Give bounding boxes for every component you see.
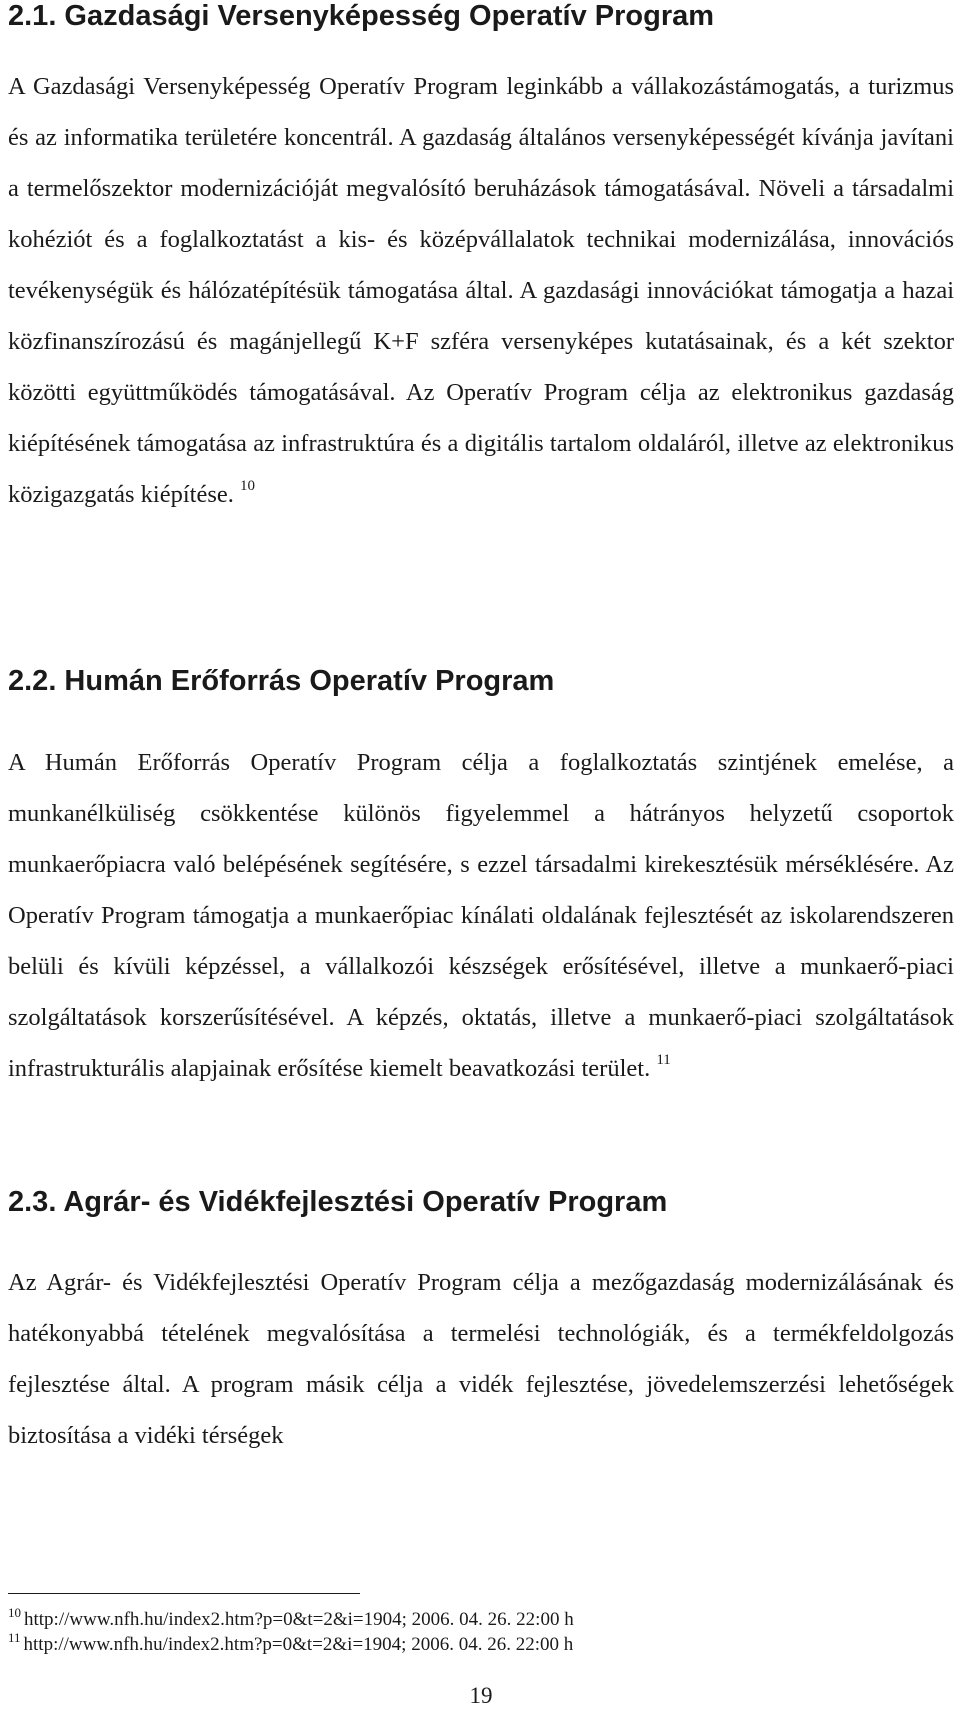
section-heading-2-2: 2.2. Humán Erőforrás Operatív Program [8,665,555,697]
section-heading-2-3: 2.3. Agrár- és Vidékfejlesztési Operatív Program [8,1186,668,1218]
paragraph-text: Az Agrár- és Vidékfejlesztési Operatív Program célja a mezőgazdaság modernizálásának és hatékonyabbá tételének megvalósítása a termelési technológiák, és a termékfeldolgozás fejlesztése által. A program másik célja a vidék fejlesztése, jövedelemszerzési lehetőségek biztosítása a vidéki térségek [8,1269,954,1449]
section-paragraph-2-3 [8,1257,954,1461]
section-paragraph-2-1 [8,61,954,520]
footnote-separator [8,1593,360,1594]
footnote-number: 10 [8,1605,21,1620]
paragraph-text: A Humán Erőforrás Operatív Program célja a foglalkoztatás szintjének emelése, a munkanélküliség csökkentése különös figyelemmel a hátrányos helyzetű csoportok munkaerőpiacra való belépésének segítésére, s ezzel társadalmi kirekesztésük mérséklésére. Az Operatív Program támogatja a munkaerőpiac kínálati oldalának fejlesztését az iskolarendszeren belüli és kívüli képzéssel, a vállalkozói készségek erősítésével, illetve a munkaerő-piaci szolgáltatások korszerűsítésével. A képzés, oktatás, illetve a munkaerő-piaci szolgáltatások infrastrukturális alapjainak erősítése kiemelt beavatkozási terület. [8,749,954,1082]
page-number: 19 [469,1683,493,1708]
section-paragraph-2-2 [8,737,954,1094]
footnote-11 [8,1630,573,1656]
footnote-reference[interactable]: 11 [656,1052,671,1068]
paragraph-text: A Gazdasági Versenyképesség Operatív Program leginkább a vállakozástámogatás, a turizmus és az informatika területére koncentrál. A gazdaság általános versenyképességét kívánja javítani a termelőszektor modernizációját megvalósító beruházások támogatásával. Növeli a társadalmi kohéziót és a foglalkoztatást a kis- és középvállalatok technikai modernizálása, innovációs tevékenységük és hálózatépítésük támogatása által. A gazdasági innovációkat támogatja a hazai közfinanszírozású és magánjellegű K+F szféra versenyképes kutatásainak, és a két szektor közötti együttműködés támogatásával. Az Operatív Program célja az elektronikus gazdaság kiépítésének támogatása az infrastruktúra és a digitális tartalom oldaláról, illetve az elektronikus közigazgatás kiépítése. [8,73,954,508]
footnote-number: 11 [8,1630,21,1645]
footnote-text[interactable]: http://www.nfh.hu/index2.htm?p=0&t=2&i=1904; 2006. 04. 26. 22:00 h [24,1609,574,1630]
footnote-reference[interactable]: 10 [239,478,255,494]
footnote-text[interactable]: http://www.nfh.hu/index2.htm?p=0&t=2&i=1904; 2006. 04. 26. 22:00 h [23,1634,574,1655]
section-heading-2-1: 2.1. Gazdasági Versenyképesség Operatív Program [8,0,715,32]
footnote-10 [8,1605,574,1631]
document-page [8,0,954,1721]
